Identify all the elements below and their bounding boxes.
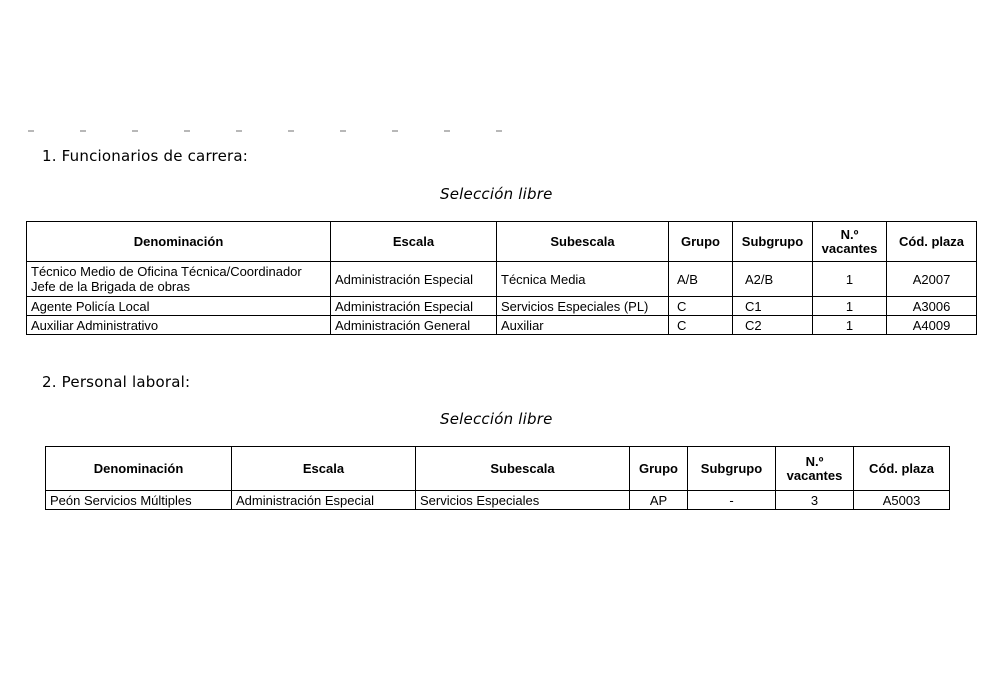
cell-vacantes: 1 <box>813 262 887 297</box>
table-header-row <box>27 222 977 262</box>
table-personal-laboral <box>45 446 950 510</box>
cell-subescala: Auxiliar <box>497 316 669 335</box>
col-header-escala: Escala <box>232 447 416 491</box>
cell-codigo: A3006 <box>887 297 977 316</box>
col-header-codigo: Cód. plaza <box>887 222 977 262</box>
cell-denominacion: Técnico Medio de Oficina Técnica/Coordinador Jefe de la Brigada de obras <box>27 262 331 297</box>
cell-vacantes: 3 <box>776 491 854 510</box>
cell-denominacion: Peón Servicios Múltiples <box>46 491 232 510</box>
cell-codigo: A4009 <box>887 316 977 335</box>
cell-subescala: Servicios Especiales <box>416 491 630 510</box>
cell-grupo: C <box>669 316 733 335</box>
col-header-subgrupo: Subgrupo <box>733 222 813 262</box>
col-header-vacantes: N.º vacantes <box>813 222 887 262</box>
cell-escala: Administración General <box>331 316 497 335</box>
cell-vacantes: 1 <box>813 297 887 316</box>
col-header-denominacion: Denominación <box>46 447 232 491</box>
cell-denominacion: Agente Policía Local <box>27 297 331 316</box>
cropped-text-fragment <box>28 130 548 132</box>
cell-codigo: A2007 <box>887 262 977 297</box>
subtitle-seleccion-libre: Selección libre <box>440 410 553 428</box>
cell-codigo: A5003 <box>854 491 950 510</box>
cell-grupo: AP <box>630 491 688 510</box>
col-header-grupo: Grupo <box>669 222 733 262</box>
cell-escala: Administración Especial <box>232 491 416 510</box>
col-header-escala: Escala <box>331 222 497 262</box>
col-header-subescala: Subescala <box>497 222 669 262</box>
cell-denominacion: Auxiliar Administrativo <box>27 316 331 335</box>
cell-subescala: Servicios Especiales (PL) <box>497 297 669 316</box>
cell-subescala: Técnica Media <box>497 262 669 297</box>
cell-subgrupo: A2/B <box>733 262 813 297</box>
cell-vacantes: 1 <box>813 316 887 335</box>
cell-subgrupo: C1 <box>733 297 813 316</box>
section-heading-laboral: 2. Personal laboral: <box>42 373 191 391</box>
table-row <box>27 262 977 297</box>
col-header-vacantes: N.º vacantes <box>776 447 854 491</box>
cell-subgrupo: - <box>688 491 776 510</box>
section-heading-funcionarios: 1. Funcionarios de carrera: <box>42 147 249 165</box>
cell-subgrupo: C2 <box>733 316 813 335</box>
cell-grupo: C <box>669 297 733 316</box>
cell-grupo: A/B <box>669 262 733 297</box>
col-header-grupo: Grupo <box>630 447 688 491</box>
col-header-subgrupo: Subgrupo <box>688 447 776 491</box>
table-funcionarios <box>26 221 977 335</box>
col-header-subescala: Subescala <box>416 447 630 491</box>
cell-escala: Administración Especial <box>331 297 497 316</box>
col-header-denominacion: Denominación <box>27 222 331 262</box>
col-header-codigo: Cód. plaza <box>854 447 950 491</box>
table-row <box>27 316 977 335</box>
subtitle-seleccion-libre: Selección libre <box>440 185 553 203</box>
table-header-row <box>46 447 950 491</box>
table-row <box>46 491 950 510</box>
table-row <box>27 297 977 316</box>
cell-escala: Administración Especial <box>331 262 497 297</box>
